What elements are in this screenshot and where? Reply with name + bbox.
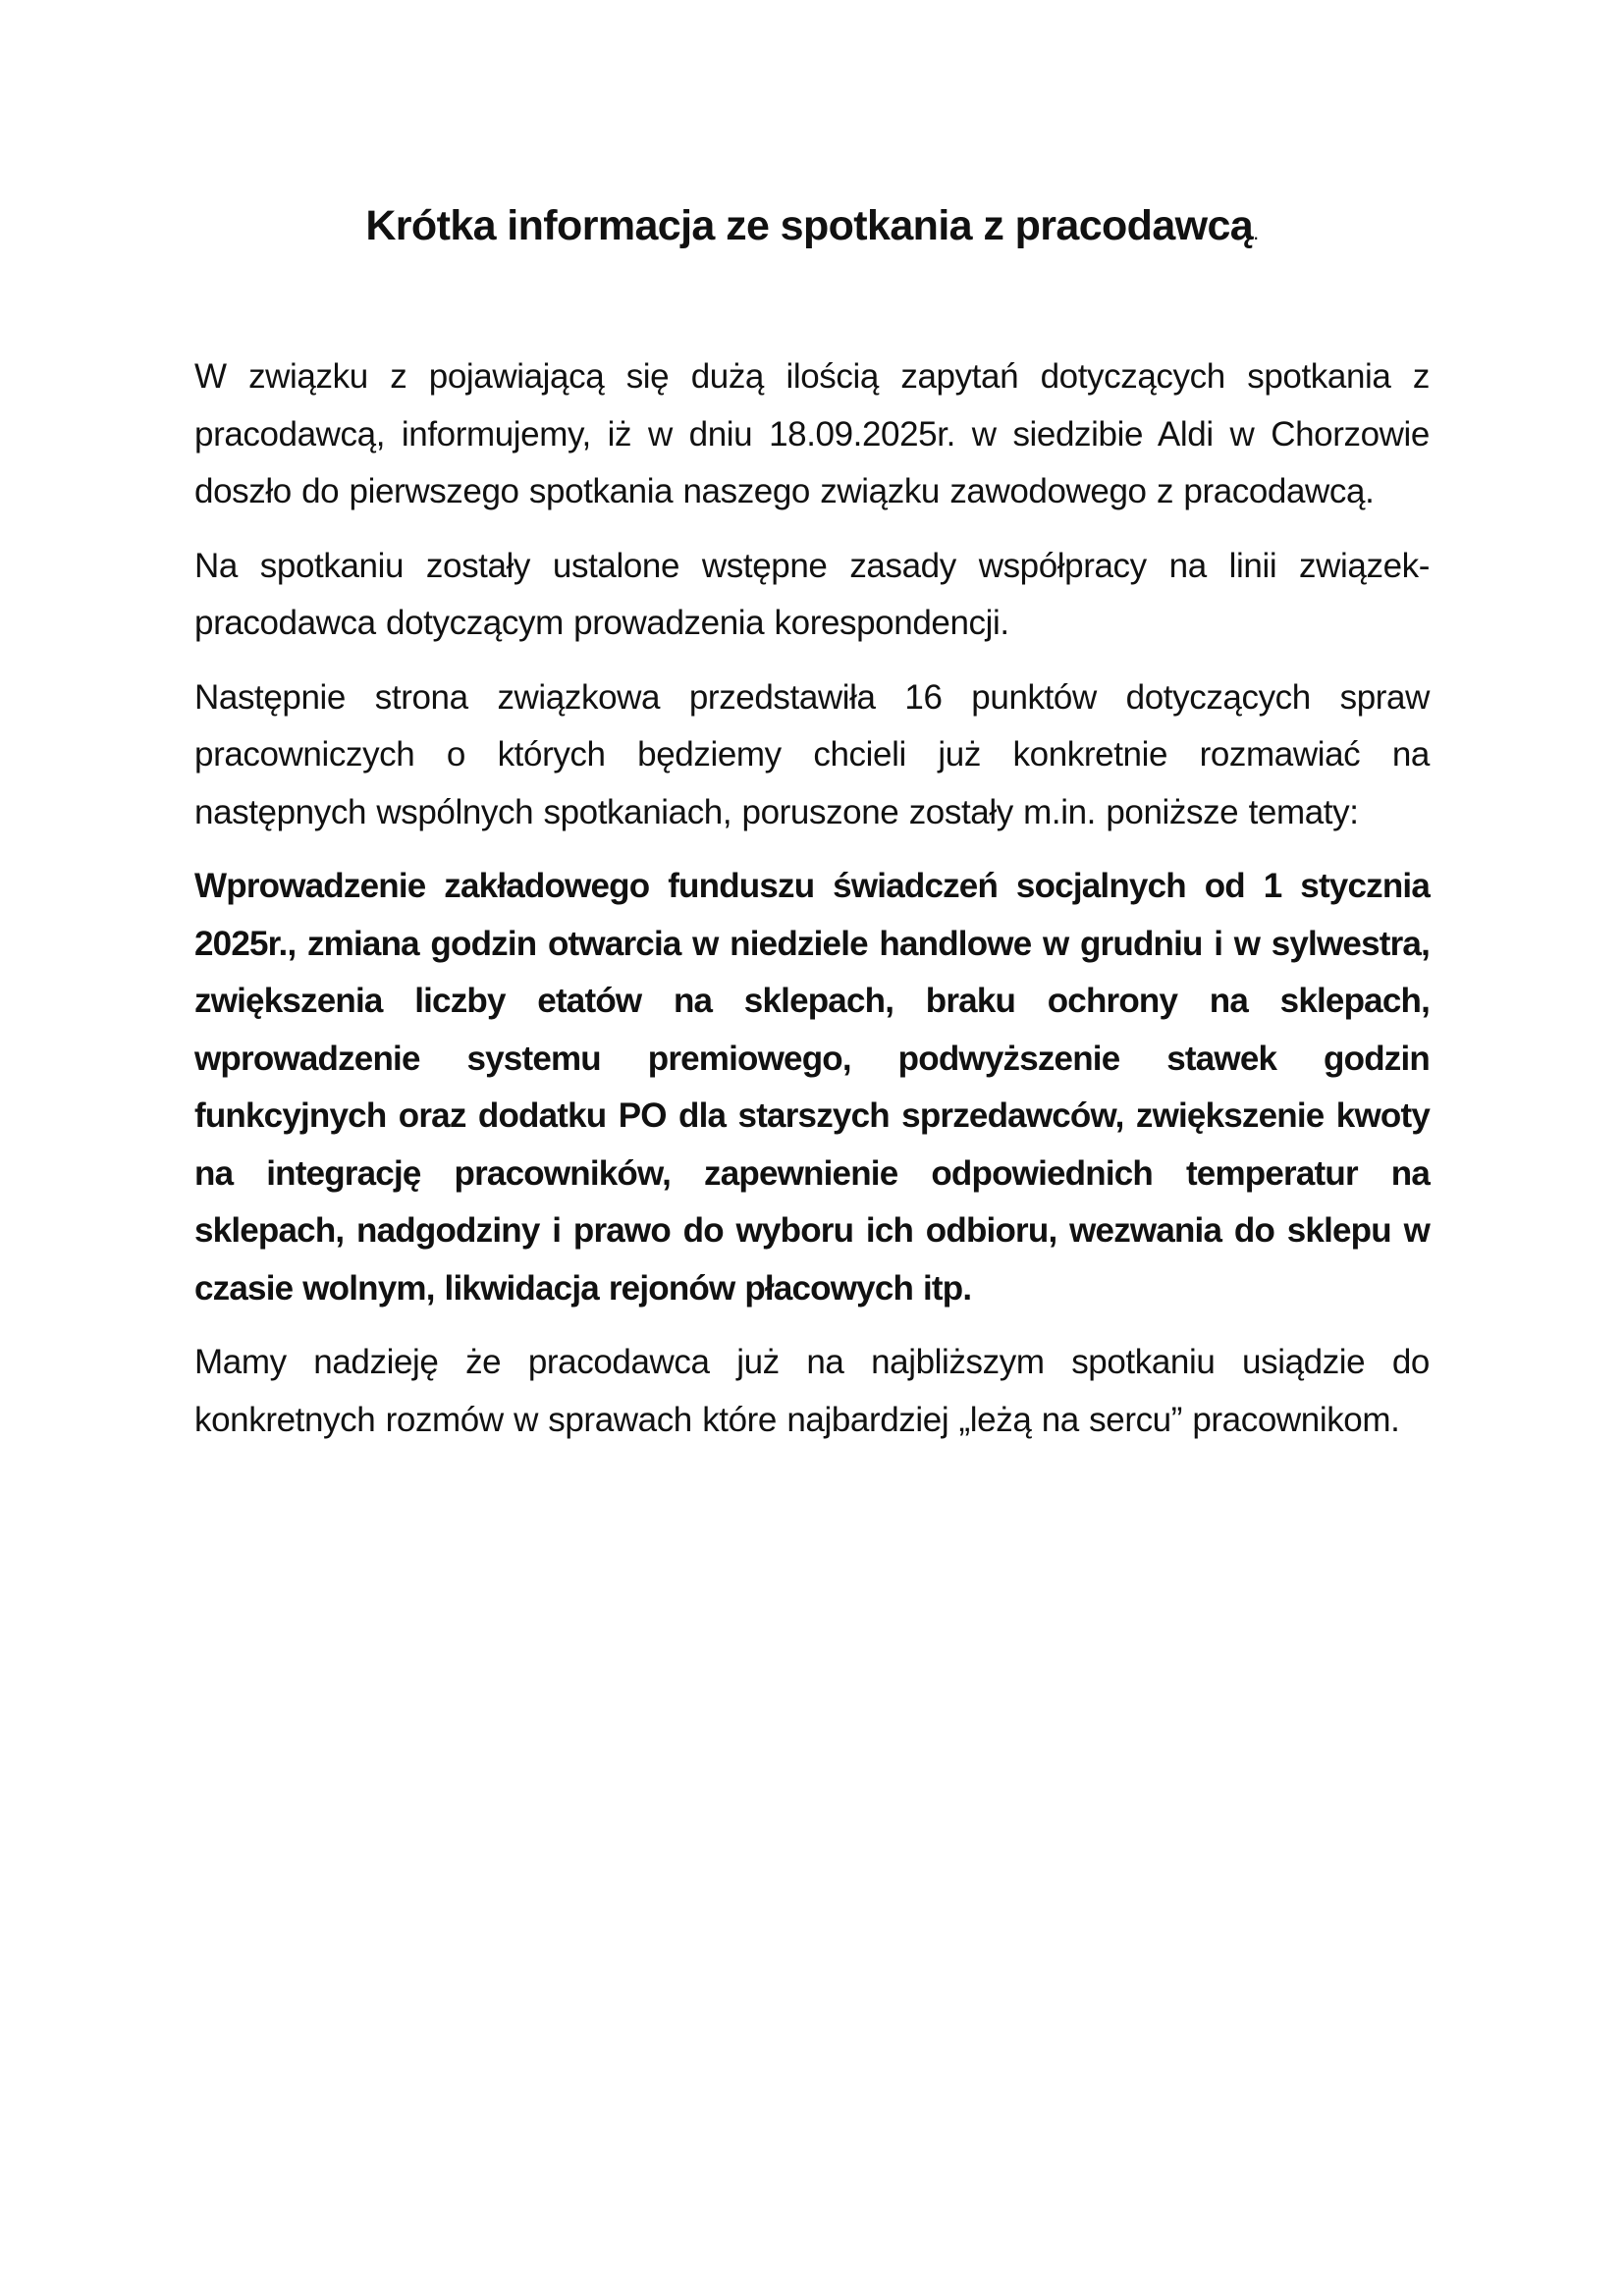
document-title — [0, 196, 1624, 262]
paragraph-closing-hope: Mamy nadzieję że pracodawca już na najbliższym spotkaniu usiądzie do konkretnych rozmów w sprawach które najbardziej „leżą na sercu” pracownikom. — [194, 1343, 1430, 1439]
document-body — [194, 348, 1430, 1466]
paragraph-meeting-intro: W związku z pojawiającą się dużą ilością zapytań dotyczących spotkania z pracodawcą, informujemy, iż w dniu 18.09.2025r. w siedzibie Aldi w Chorzowie doszło do pierwszego spotkania naszego związku zawodowego z pracodawcą. — [194, 357, 1430, 510]
title-trailing-period: . — [1253, 220, 1259, 244]
paragraph-cooperation-rules: Na spotkaniu zostały ustalone wstępne zasady współpracy na linii związek-pracodawca dotyczącym prowadzenia korespondencji. — [194, 546, 1430, 642]
paragraph-topics-list: Wprowadzenie zakładowego funduszu świadczeń socjalnych od 1 stycznia 2025r., zmiana godzin otwarcia w niedziele handlowe w grudniu i w sylwestra, zwiększenia liczby etatów na sklepach, braku ochrony na sklepach, wprowadzenie systemu premiowego, podwyższenie stawek godzin funkcyjnych oraz dodatku PO dla starszych sprzedawców, zwiększenie kwoty na integrację pracowników, zapewnienie odpowiednich temperatur na sklepach, nadgodziny i prawo do wyboru ich odbioru, wezwania do sklepu w czasie wolnym, likwidacja rejonów płacowych itp. — [194, 867, 1430, 1308]
title-text: Krótka informacja ze spotkania z pracodawcą — [365, 202, 1254, 249]
paragraph-sixteen-points: Następnie strona związkowa przedstawiła 16 punktów dotyczących spraw pracowniczych o których będziemy chcieli już konkretnie rozmawiać na następnych wspólnych spotkaniach, poruszone zostały m.in. poniższe tematy: — [194, 677, 1430, 831]
